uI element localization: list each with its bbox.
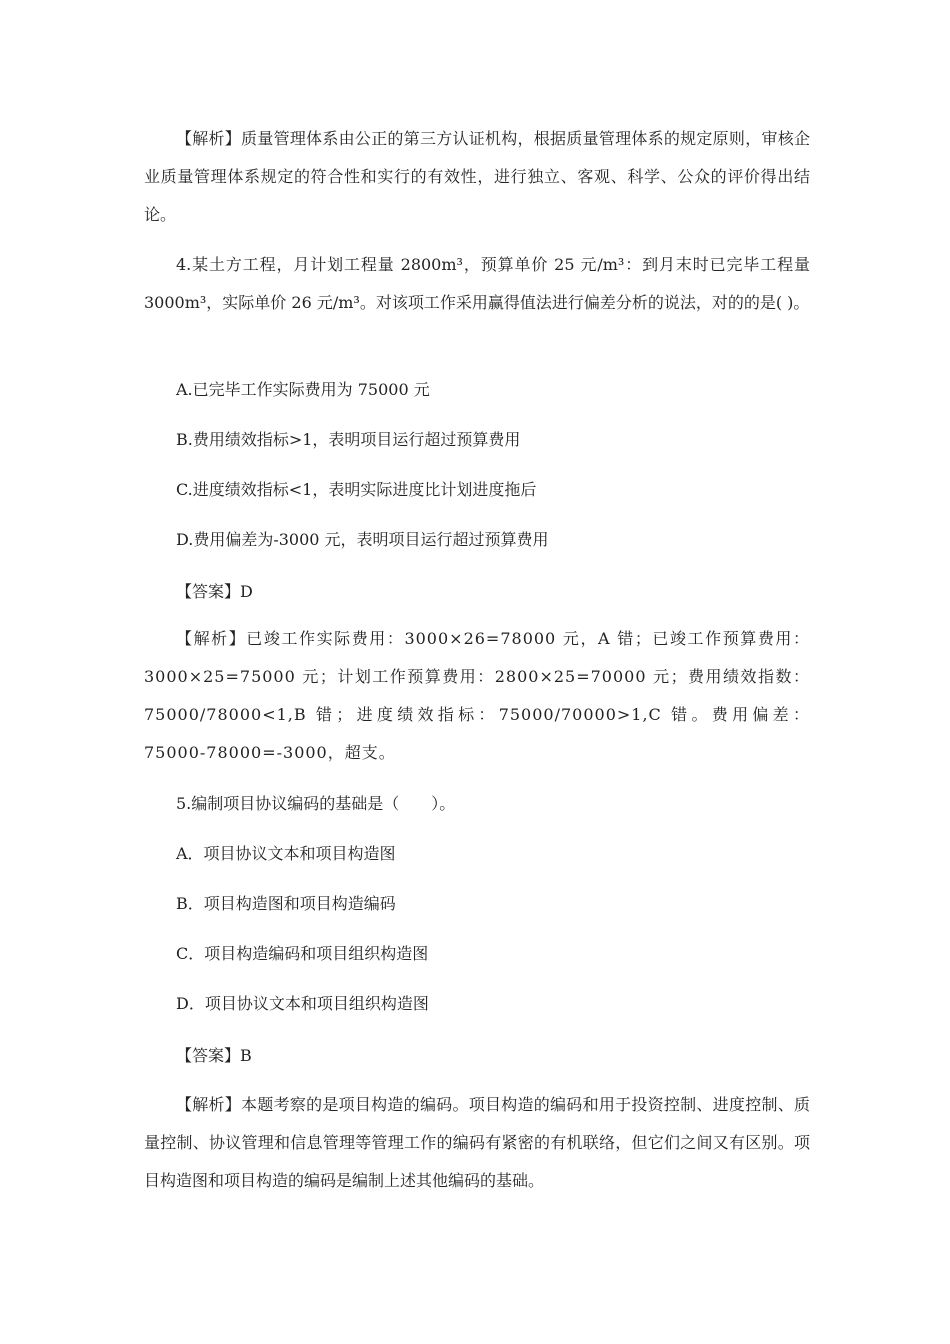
question-5-text: 5.编制项目协议编码的基础是（ ）。: [176, 794, 456, 813]
analysis-paragraph-q3: 【解析】质量管理体系由公正的第三方认证机构，根据质量管理体系的规定原则，审核企业质量管理体系规定的符合性和实行的有效性，进行独立、客观、科学、公众的评价得出结论。: [144, 129, 810, 224]
question-4-option-b: B.费用绩效指标>1，表明项目运行超过预算费用: [176, 430, 521, 449]
question-4-option-c: C.进度绩效指标<1，表明实际进度比计划进度拖后: [176, 480, 537, 499]
question-5-analysis: 【解析】本题考察的是项目构造的编码。项目构造的编码和用于投资控制、进度控制、质量控制、协议管理和信息管理等管理工作的编码有紧密的有机联络，但它们之间又有区别。项目构造图和项目构造的编码是编制上述其他编码的基础。: [144, 1095, 810, 1190]
question-5-option-a: A．项目协议文本和项目构造图: [176, 844, 396, 863]
question-5-answer: 【答案】B: [176, 1046, 252, 1065]
question-4-answer: 【答案】D: [176, 582, 253, 601]
question-5-option-d: D．项目协议文本和项目组织构造图: [176, 994, 429, 1013]
question-4-option-a: A.已完毕工作实际费用为 75000 元: [176, 380, 430, 399]
question-4-analysis: 【解析】已竣工作实际费用：3000×26=78000 元，A 错；已竣工作预算费用：3000×25=75000 元；计划工作预算费用：2800×25=70000 元；费用绩效指数：75000/78000<1,B 错；进度绩效指标：75000/70000>1,C 错。费用偏差：75000-78000=-3000，超支。: [144, 629, 810, 762]
question-5-option-c: C．项目构造编码和项目组织构造图: [176, 944, 429, 963]
question-4-text: 4.某土方工程，月计划工程量 2800m³，预算单价 25 元/m³：到月末时已完毕工程量 3000m³，实际单价 26 元/m³。对该项工作采用赢得值法进行偏差分析的说法，对的的是( )。: [144, 255, 810, 312]
question-5-option-b: B．项目构造图和项目构造编码: [176, 894, 396, 913]
question-4-option-d: D.费用偏差为-3000 元，表明项目运行超过预算费用: [176, 530, 549, 549]
